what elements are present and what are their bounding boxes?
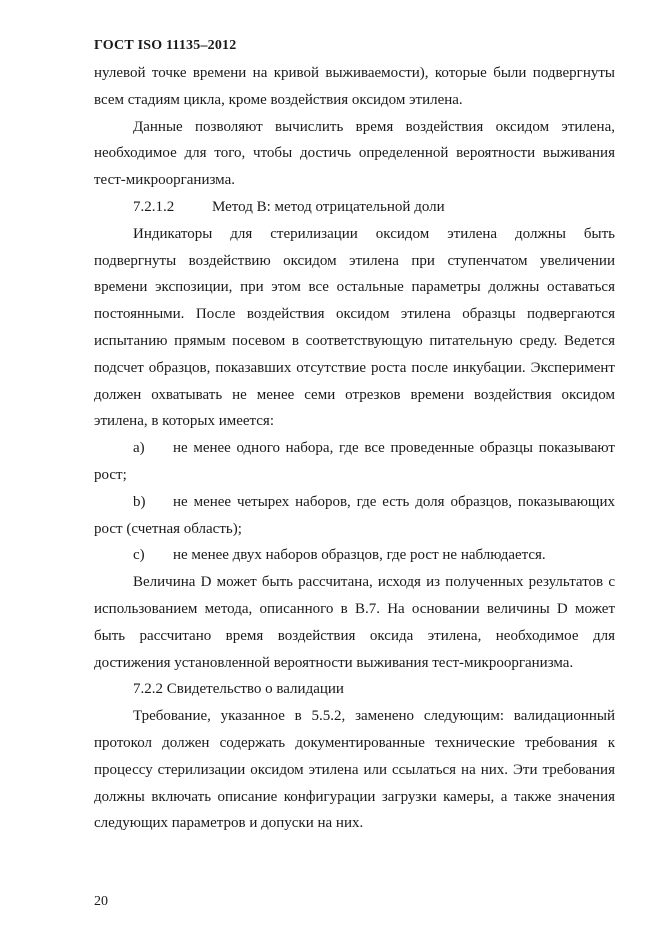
list-item-a: [94, 435, 615, 489]
section-heading-7-2-1-2: [94, 194, 615, 221]
paragraph-continuation: нулевой точке времени на кривой выживаемости), которые были подвергнуты всем стадиям цикла, кроме воздействия оксидом этилена.: [94, 65, 615, 108]
list-text: не менее четырех наборов, где есть доля образцов, показывающих рост (счетная область);: [94, 493, 615, 537]
paragraph-indicators: Индикаторы для стерилизации оксидом этилена должны быть подвергнуты воздействию оксидом этилена при ступенчатом увеличении времени экспозиции, при этом все остальные параметры должны оставаться постоянными. После воздействия оксидом этилена образцы подвергаются испытанию прямым посевом в соответствующую питательную среду. Ведется подсчет образцов, показавших отсутствие роста после инкубации. Эксперимент должен охватывать не менее семи отрезков времени воздействия оксидом этилена, в которых имеется:: [94, 225, 615, 430]
document-body: [94, 60, 615, 837]
section-number: 7.2.1.2: [133, 198, 175, 215]
list-item-c: [94, 542, 615, 569]
paragraph-data-calc: Данные позволяют вычислить время воздействия оксидом этилена, необходимое для того, чтобы достичь определенной вероятности выживания тест-микроорганизма.: [94, 118, 615, 189]
section-heading-7-2-2: 7.2.2 Свидетельство о валидации: [133, 681, 344, 698]
document-header: ГОСТ ISO 11135–2012: [94, 38, 237, 53]
paragraph-d-value: Величина D может быть рассчитана, исходя из полученных результатов с использованием метода, описанного в В.7. На основании величины D может быть рассчитано время воздействия оксида этилена, необходимое для достижения установленной вероятности выживания тест-микроорганизма.: [94, 574, 615, 671]
list-item-b: [94, 489, 615, 543]
paragraph-requirement: Требование, указанное в 5.5.2, заменено следующим: валидационный протокол должен содержать документированные технические требования к процессу стерилизации оксидом этилена или ссылаться на них. Эти требования должны включать описание конфигурации загрузки камеры, а также значения следующих параметров и допуски на них.: [94, 708, 615, 832]
list-marker: b): [133, 493, 146, 510]
list-marker: a): [133, 440, 145, 457]
list-text: не менее двух наборов образцов, где рост не наблюдается.: [173, 547, 546, 564]
page-number: 20: [94, 894, 108, 909]
list-marker: c): [133, 547, 145, 564]
section-title: Метод В: метод отрицательной доли: [212, 198, 445, 215]
list-text: не менее одного набора, где все проведенные образцы показывают рост;: [94, 440, 615, 483]
